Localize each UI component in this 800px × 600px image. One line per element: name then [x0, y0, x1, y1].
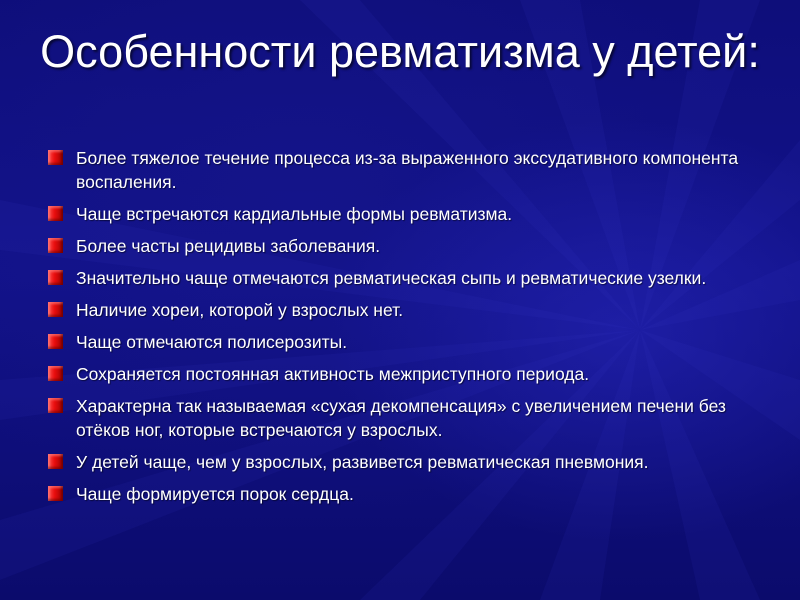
bullet-list [48, 146, 768, 514]
bullet-text: Чаще отмечаются полисерозиты. [76, 332, 348, 352]
bullet-text: Более тяжелое течение процесса из-за выраженного экссудативного компонента воспаления. [76, 148, 739, 192]
bullet-text: Чаще встречаются кардиальные формы ревматизма. [76, 204, 513, 224]
bullet-item [48, 330, 768, 354]
bullet-text: Значительно чаще отмечаются ревматическая сыпь и ревматические узелки. [76, 268, 707, 288]
bullet-item [48, 266, 768, 290]
bullet-text: Чаще формируется порок сердца. [76, 484, 354, 504]
bullet-item [48, 450, 768, 474]
red-square-bullet-icon [48, 398, 63, 413]
red-square-bullet-icon [48, 486, 63, 501]
bullet-item [48, 298, 768, 322]
red-square-bullet-icon [48, 454, 63, 469]
red-square-bullet-icon [48, 206, 63, 221]
red-square-bullet-icon [48, 366, 63, 381]
bullet-text: Характерна так называемая «сухая декомпенсация» с увеличением печени без отёков ног, которые встречаются у взрослых. [76, 396, 726, 440]
red-square-bullet-icon [48, 238, 63, 253]
bullet-text: Наличие хореи, которой у взрослых нет. [76, 300, 404, 320]
bullet-item [48, 362, 768, 386]
bullet-item [48, 146, 768, 194]
red-square-bullet-icon [48, 302, 63, 317]
bullet-text: У детей чаще, чем у взрослых, развивется ревматическая пневмония. [76, 452, 649, 472]
red-square-bullet-icon [48, 270, 63, 285]
slide-title: Особенности ревматизма у детей: [40, 26, 760, 77]
bullet-item [48, 482, 768, 506]
red-square-bullet-icon [48, 150, 63, 165]
bullet-item [48, 394, 768, 442]
bullet-item [48, 202, 768, 226]
bullet-text: Более часты рецидивы заболевания. [76, 236, 381, 256]
bullet-text: Сохраняется постоянная активность межприступного периода. [76, 364, 590, 384]
red-square-bullet-icon [48, 334, 63, 349]
bullet-item [48, 234, 768, 258]
